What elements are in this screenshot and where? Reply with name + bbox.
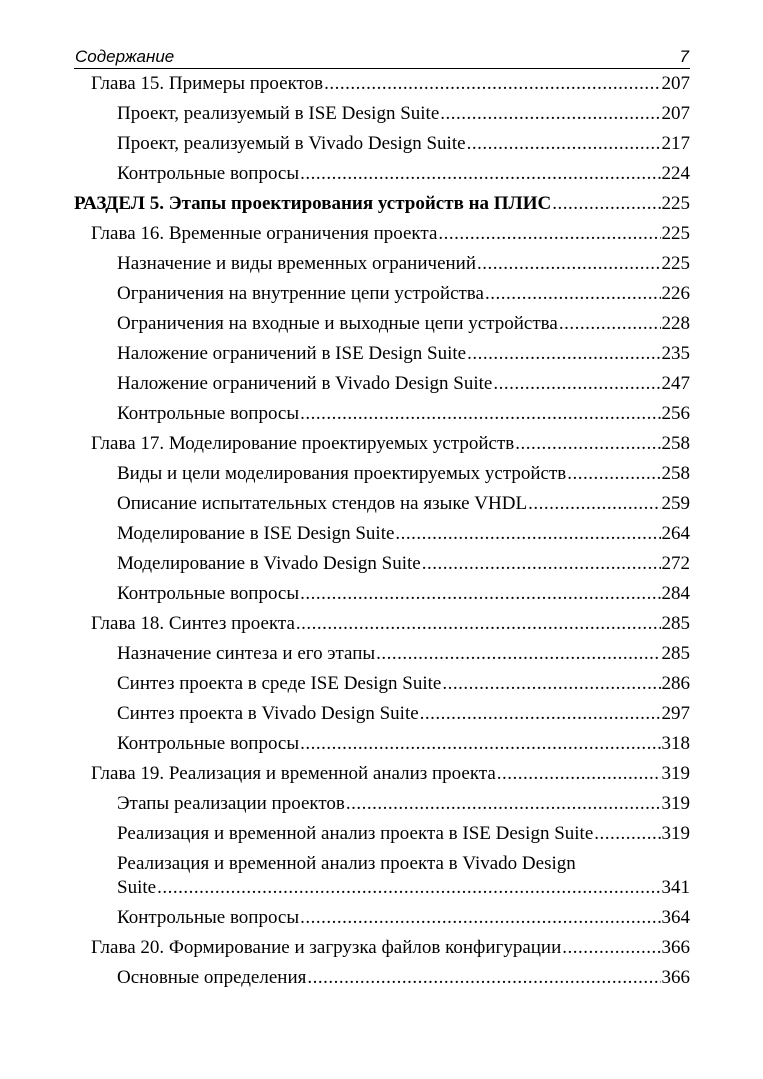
toc-entry[interactable] — [117, 343, 690, 365]
toc-entry-label: Контрольные вопросы — [117, 733, 300, 754]
toc-entry-label: Основные определения — [117, 967, 307, 988]
toc-entry-page: 297 — [661, 703, 690, 724]
toc-entry-label: Виды и цели моделирования проектируемых устройств — [117, 463, 567, 484]
toc-entry-label: Глава 20. Формирование и загрузка файлов конфигурации — [91, 937, 562, 958]
toc-entry[interactable] — [117, 967, 690, 989]
toc-entry-page: 285 — [661, 613, 690, 634]
toc-entry-label: Проект, реализуемый в Vivado Design Suite — [117, 133, 466, 154]
toc-entry-label: Контрольные вопросы — [117, 583, 300, 604]
toc-entry-page: 258 — [661, 463, 690, 484]
toc-entry-page: 225 — [661, 253, 690, 274]
toc-entry[interactable] — [117, 163, 690, 185]
toc-entry-label: Назначение и виды временных ограничений — [117, 253, 477, 274]
toc-entry-page: 366 — [661, 967, 690, 988]
toc-entry[interactable] — [117, 553, 690, 575]
toc-entry[interactable] — [117, 103, 690, 125]
toc-entry-label: Реализация и временной анализ проекта в ISE Design Suite — [117, 823, 594, 844]
toc-entry-label: Контрольные вопросы — [117, 403, 300, 424]
toc-entry-label: Синтез проекта в Vivado Design Suite — [117, 703, 419, 724]
toc-entry[interactable] — [117, 283, 690, 305]
toc-entry-label: Наложение ограничений в ISE Design Suite — [117, 343, 467, 364]
toc-entry-page: 272 — [661, 553, 690, 574]
toc-entry-label: Моделирование в ISE Design Suite — [117, 523, 395, 544]
toc-entry-page: 319 — [661, 823, 690, 844]
header-title: Содержание — [75, 47, 175, 66]
toc-entry-label: Назначение синтеза и его этапы — [117, 643, 376, 664]
toc-entry-chapter-18[interactable] — [91, 613, 690, 635]
toc-entry[interactable] — [117, 793, 690, 815]
toc-entry-page: 226 — [661, 283, 690, 304]
toc-entry-label: Контрольные вопросы — [117, 907, 300, 928]
toc-entry-label: Глава 17. Моделирование проектируемых устройств — [91, 433, 515, 454]
toc-entry[interactable] — [117, 253, 690, 275]
toc-entry-label: РАЗДЕЛ 5. Этапы проектирования устройств на ПЛИС — [74, 193, 552, 214]
toc-entry-page: 259 — [661, 493, 690, 514]
toc-entry-page: 217 — [661, 133, 690, 154]
toc-entry[interactable] — [117, 463, 690, 485]
toc-entry-label: Проект, реализуемый в ISE Design Suite — [117, 103, 440, 124]
toc-entry-label: Моделирование в Vivado Design Suite — [117, 553, 421, 574]
toc-entry-label: Глава 16. Временные ограничения проекта — [91, 223, 438, 244]
toc-entry-page: 285 — [661, 643, 690, 664]
toc-entry[interactable] — [117, 703, 690, 725]
toc-entry-chapter-20[interactable] — [91, 937, 690, 959]
toc-entry-label: Ограничения на внутренние цепи устройства — [117, 283, 484, 304]
toc-entry-section-5[interactable] — [74, 193, 690, 215]
toc-entry[interactable] — [117, 907, 690, 929]
toc-entry-chapter-17[interactable] — [91, 433, 690, 455]
toc-entry-page: 366 — [661, 937, 690, 958]
toc-entry-page: 364 — [661, 907, 690, 928]
toc-entry-label: Глава 18. Синтез проекта — [91, 613, 295, 634]
toc-entry-page: 225 — [661, 193, 690, 214]
toc-entry[interactable] — [117, 877, 690, 899]
toc-entry-page: 228 — [661, 313, 690, 334]
toc-entry-label: Описание испытательных стендов на языке VHDL — [117, 493, 528, 514]
toc-entry-page: 207 — [661, 73, 690, 94]
toc-entry-chapter-15[interactable] — [91, 73, 690, 95]
toc-entry-page: 225 — [661, 223, 690, 244]
toc-entry[interactable] — [117, 523, 690, 545]
toc-entry[interactable] — [117, 823, 690, 845]
toc-entry-chapter-19[interactable] — [91, 763, 690, 785]
toc-entry[interactable] — [117, 583, 690, 605]
toc-entry-page: 235 — [661, 343, 690, 364]
toc-entry-label: Синтез проекта в среде ISE Design Suite — [117, 673, 442, 694]
toc-entry-page: 286 — [661, 673, 690, 694]
toc-entry-page: 258 — [661, 433, 690, 454]
toc-entry-page: 207 — [661, 103, 690, 124]
toc-entry-page: 284 — [661, 583, 690, 604]
toc-entry-page: 319 — [661, 763, 690, 784]
toc-entry[interactable] — [117, 403, 690, 425]
header-page-number: 7 — [679, 47, 689, 66]
toc-entry[interactable] — [117, 733, 690, 755]
toc-entry-chapter-16[interactable] — [91, 223, 690, 245]
toc-entry-label-line-2: Suite — [117, 877, 157, 898]
toc-entry[interactable] — [117, 493, 690, 515]
toc-entry-page: 247 — [661, 373, 690, 394]
toc-entry[interactable] — [117, 313, 690, 335]
toc-entry-page: 224 — [661, 163, 690, 184]
toc-entry-label: Ограничения на входные и выходные цепи устройства — [117, 313, 558, 334]
toc-entry-label: Глава 19. Реализация и временной анализ проекта — [91, 763, 496, 784]
toc-entry[interactable] — [117, 643, 690, 665]
toc-entry-page: 256 — [661, 403, 690, 424]
toc-entry[interactable] — [117, 373, 690, 395]
toc-entry-page: 318 — [661, 733, 690, 754]
toc-entry-label: Наложение ограничений в Vivado Design Suite — [117, 373, 493, 394]
toc-entry-label: Контрольные вопросы — [117, 163, 300, 184]
toc-entry[interactable] — [117, 673, 690, 695]
toc-entry-page: 341 — [661, 877, 690, 898]
toc-entry-label-line-1[interactable]: Реализация и временной анализ проекта в Vivado Design — [117, 853, 576, 874]
toc-entry-page: 264 — [661, 523, 690, 544]
toc-entry-label: Этапы реализации проектов — [117, 793, 345, 814]
toc-entry[interactable] — [117, 133, 690, 155]
toc-entry-label: Глава 15. Примеры проектов — [91, 73, 324, 94]
toc-entry-page: 319 — [661, 793, 690, 814]
